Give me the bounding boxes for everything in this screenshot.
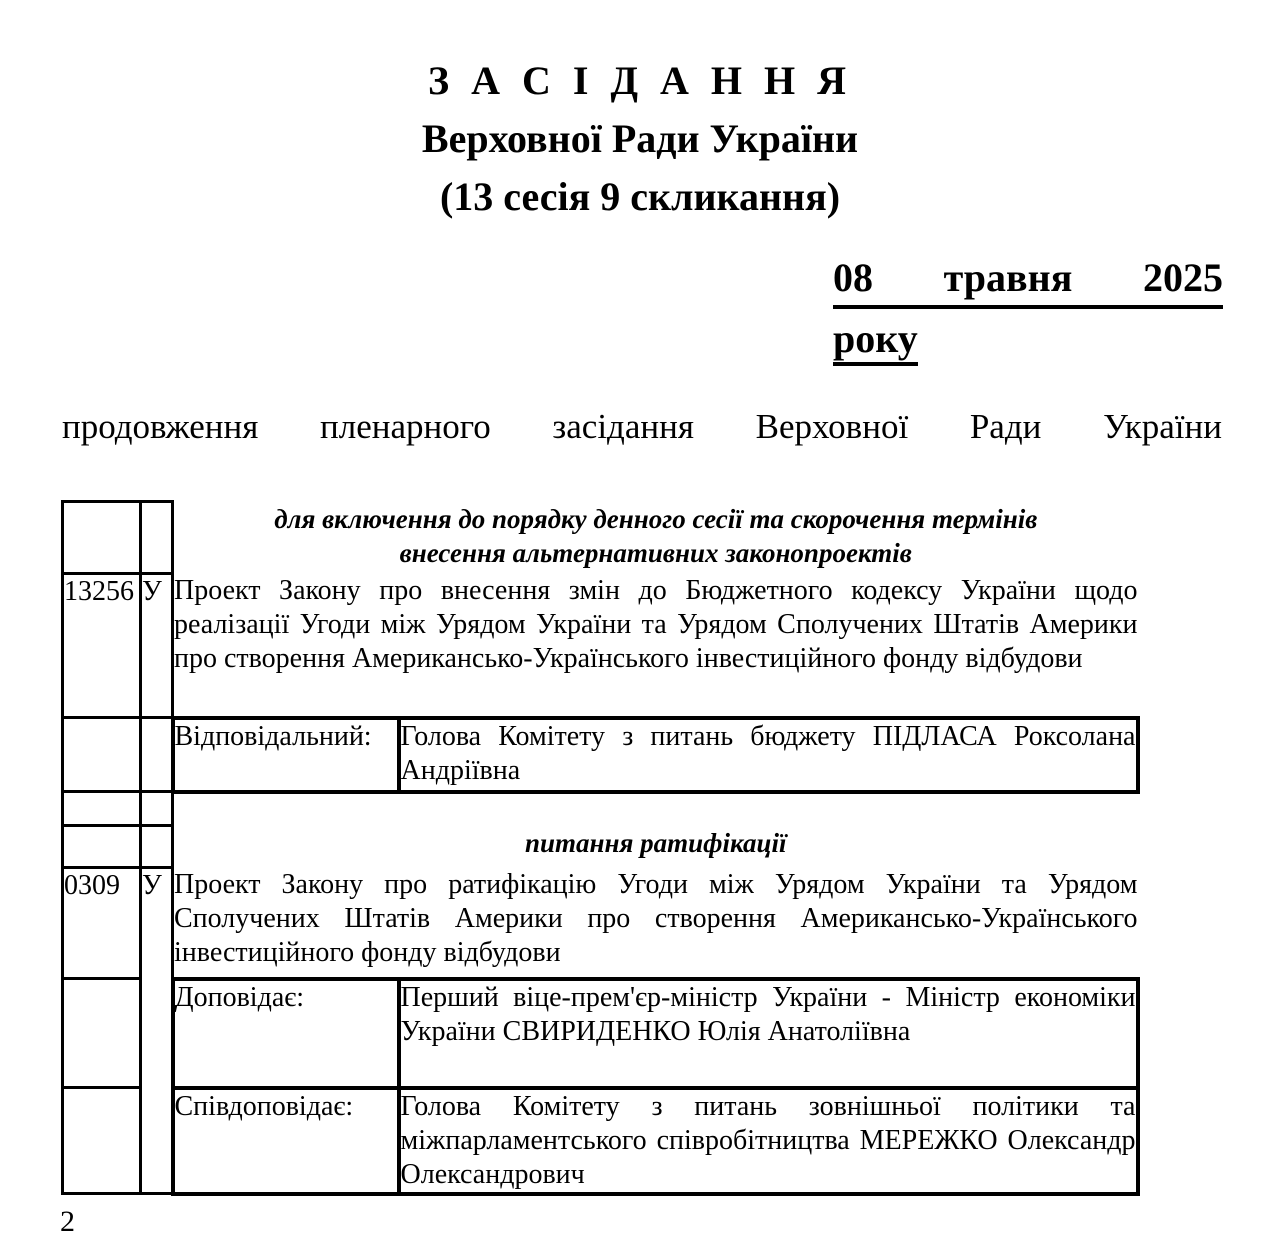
page-number: 2 — [60, 1205, 75, 1238]
bill-row — [63, 574, 1138, 718]
role-value: Перший віце-прем'єр-міністр України - Міністр економіки України СВИРИДЕНКО Юлія Анатоліївна — [399, 979, 1138, 1088]
bill-number: 13256 — [63, 574, 141, 718]
date-day: 08 — [833, 255, 873, 300]
heading-line-rada: Верховної Ради України — [421, 116, 859, 161]
plenary-continuation-subtitle: продовження пленарного засідання Верховної Ради України — [62, 407, 1222, 446]
role-label: Доповідає: — [173, 979, 399, 1088]
bill-title: Проект Закону про внесення змін до Бюджетного кодексу України щодо реалізації Угоди між Урядом України та Урядом Сполучених Штатів Америки про створення Американсько-Українського інвестиційного фонду відбудови — [173, 574, 1138, 718]
date-year: 2025 — [1142, 255, 1223, 300]
bill-flag: У — [141, 868, 173, 1194]
heading-line-convocation: (13 сесія 9 скликання) — [439, 174, 841, 219]
section2-heading: питання ратифікації — [524, 827, 787, 858]
section1-heading-row — [63, 502, 1138, 574]
empty-flag-cell — [141, 502, 173, 574]
section1-heading-line2: внесення альтернативних законопроектів — [399, 537, 912, 568]
session-date-line1 — [833, 252, 1223, 309]
empty-number-cell — [63, 1088, 141, 1194]
bill-number: 0309 — [63, 868, 141, 979]
section2-heading-row — [63, 826, 1138, 868]
role-label: Співдоповідає: — [173, 1088, 399, 1194]
section1-heading — [173, 502, 1138, 574]
bill-flag: У — [141, 574, 173, 718]
spacer-cell — [173, 792, 1138, 826]
empty-number-cell — [63, 826, 141, 868]
bill-row — [63, 868, 1138, 979]
role-value: Голова Комітету з питань бюджету ПІДЛАСА Роксолана Андріївна — [399, 718, 1138, 792]
empty-number-cell — [63, 792, 141, 826]
session-date — [833, 252, 1223, 365]
date-roku: року — [833, 316, 918, 366]
spacer-row — [63, 792, 1138, 826]
role-row — [63, 979, 1138, 1088]
session-date-line2 — [833, 313, 1223, 365]
role-label: Відповідальний: — [173, 718, 399, 792]
date-month: травня — [943, 255, 1073, 300]
role-row — [63, 718, 1138, 792]
agenda-table — [61, 500, 1140, 1196]
empty-flag-cell — [141, 718, 173, 792]
empty-flag-cell — [141, 826, 173, 868]
section1-heading-line1: для включення до порядку денного сесії та скорочення термінів — [274, 503, 1038, 534]
heading-line-session: З А С І Д А Н Н Я — [428, 58, 852, 103]
role-value: Голова Комітету з питань зовнішньої політики та міжпарламентського співробітництва МЕРЕЖКО Олександр Олександрович — [399, 1088, 1138, 1194]
empty-number-cell — [63, 502, 141, 574]
empty-flag-cell — [141, 792, 173, 826]
empty-number-cell — [63, 718, 141, 792]
empty-number-cell — [63, 979, 141, 1088]
role-row — [63, 1088, 1138, 1194]
bill-title: Проект Закону про ратифікацію Угоди між Урядом України та Урядом Сполучених Штатів Америки про створення Американсько-Українського інвестиційного фонду відбудови — [173, 868, 1138, 979]
document-heading — [0, 52, 1280, 226]
